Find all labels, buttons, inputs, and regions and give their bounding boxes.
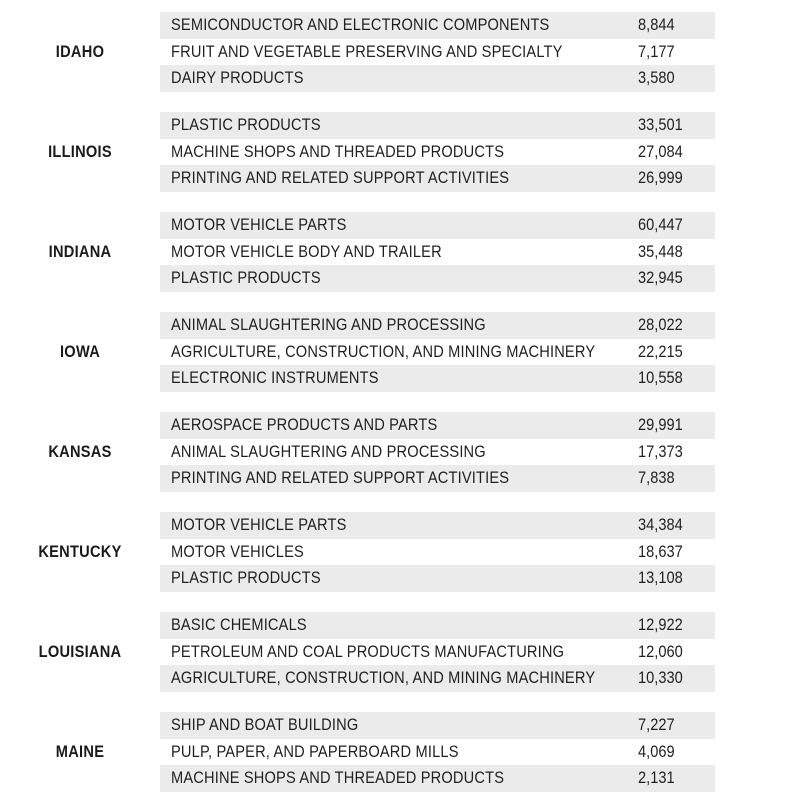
state-name: KANSAS bbox=[48, 442, 112, 461]
industry-name: FRUIT AND VEGETABLE PRESERVING AND SPECIALTY bbox=[171, 41, 563, 61]
table-row bbox=[160, 665, 715, 692]
table-row bbox=[160, 265, 715, 292]
industry-name: PETROLEUM AND COAL PRODUCTS MANUFACTURING bbox=[171, 641, 565, 661]
table-row bbox=[160, 712, 715, 739]
industry-value: 35,448 bbox=[638, 241, 683, 261]
industry-value: 7,227 bbox=[638, 715, 675, 735]
state-group-louisiana bbox=[0, 612, 800, 692]
state-name: LOUISIANA bbox=[38, 642, 122, 661]
industry-name: ANIMAL SLAUGHTERING AND PROCESSING bbox=[171, 315, 486, 335]
industry-name: MOTOR VEHICLE PARTS bbox=[171, 515, 347, 535]
industry-rows bbox=[160, 612, 715, 692]
table-row bbox=[160, 612, 715, 639]
industry-name: AGRICULTURE, CONSTRUCTION, AND MINING MACHINERY bbox=[171, 668, 596, 688]
industry-value: 7,838 bbox=[638, 468, 675, 488]
table-row bbox=[160, 139, 715, 166]
industry-name: ANIMAL SLAUGHTERING AND PROCESSING bbox=[171, 441, 486, 461]
state-name: INDIANA bbox=[48, 242, 112, 261]
table-row bbox=[160, 365, 715, 392]
industry-value: 32,945 bbox=[638, 268, 683, 288]
industry-name: MOTOR VEHICLE PARTS bbox=[171, 215, 347, 235]
industry-value: 4,069 bbox=[638, 741, 675, 761]
table-row bbox=[160, 65, 715, 92]
industry-value: 3,580 bbox=[638, 68, 675, 88]
table-row bbox=[160, 765, 715, 792]
table-row bbox=[160, 239, 715, 266]
industry-value: 8,844 bbox=[638, 15, 675, 35]
table-row bbox=[160, 539, 715, 566]
industry-rows bbox=[160, 112, 715, 192]
state-group-idaho bbox=[0, 12, 800, 92]
industry-rows bbox=[160, 412, 715, 492]
industry-rows bbox=[160, 312, 715, 392]
industry-name: PLASTIC PRODUCTS bbox=[171, 115, 321, 135]
industry-name: DAIRY PRODUCTS bbox=[171, 68, 304, 88]
table-row bbox=[160, 439, 715, 466]
state-group-maine bbox=[0, 712, 800, 792]
state-name: IDAHO bbox=[55, 42, 105, 61]
table-row bbox=[160, 739, 715, 766]
industry-value: 12,922 bbox=[638, 615, 683, 635]
industry-value: 12,060 bbox=[638, 641, 683, 661]
table-row bbox=[160, 412, 715, 439]
table-row bbox=[160, 565, 715, 592]
industry-name: MACHINE SHOPS AND THREADED PRODUCTS bbox=[171, 141, 505, 161]
state-group-kentucky bbox=[0, 512, 800, 592]
industry-name: PLASTIC PRODUCTS bbox=[171, 268, 321, 288]
industry-value: 27,084 bbox=[638, 141, 683, 161]
industry-value: 10,558 bbox=[638, 368, 683, 388]
industry-name: PRINTING AND RELATED SUPPORT ACTIVITIES bbox=[171, 168, 510, 188]
industry-name: SEMICONDUCTOR AND ELECTRONIC COMPONENTS bbox=[171, 15, 550, 35]
table-row bbox=[160, 512, 715, 539]
industry-value: 34,384 bbox=[638, 515, 683, 535]
table-row bbox=[160, 39, 715, 66]
industry-name: AEROSPACE PRODUCTS AND PARTS bbox=[171, 415, 438, 435]
industry-name: ELECTRONIC INSTRUMENTS bbox=[171, 368, 379, 388]
industry-value: 17,373 bbox=[638, 441, 683, 461]
industry-name: MACHINE SHOPS AND THREADED PRODUCTS bbox=[171, 768, 505, 788]
table-row bbox=[160, 12, 715, 39]
industry-value: 22,215 bbox=[638, 341, 683, 361]
table-row bbox=[160, 112, 715, 139]
state-group-illinois bbox=[0, 112, 800, 192]
table-row bbox=[160, 339, 715, 366]
table-row bbox=[160, 165, 715, 192]
state-name: IOWA bbox=[59, 342, 101, 361]
industry-rows bbox=[160, 712, 715, 792]
industry-rows bbox=[160, 212, 715, 292]
state-group-indiana bbox=[0, 212, 800, 292]
industry-value: 13,108 bbox=[638, 568, 683, 588]
industry-value: 2,131 bbox=[638, 768, 675, 788]
industry-value: 10,330 bbox=[638, 668, 683, 688]
state-name: MAINE bbox=[55, 742, 105, 761]
state-name: ILLINOIS bbox=[48, 142, 112, 161]
industry-value: 29,991 bbox=[638, 415, 683, 435]
industry-employment-table bbox=[0, 12, 800, 812]
industry-name: BASIC CHEMICALS bbox=[171, 615, 307, 635]
industry-value: 18,637 bbox=[638, 541, 683, 561]
industry-name: AGRICULTURE, CONSTRUCTION, AND MINING MACHINERY bbox=[171, 341, 596, 361]
state-name: KENTUCKY bbox=[38, 542, 122, 561]
industry-rows bbox=[160, 12, 715, 92]
state-group-iowa bbox=[0, 312, 800, 392]
table-row bbox=[160, 312, 715, 339]
industry-name: MOTOR VEHICLE BODY AND TRAILER bbox=[171, 241, 442, 261]
industry-name: PRINTING AND RELATED SUPPORT ACTIVITIES bbox=[171, 468, 510, 488]
industry-value: 26,999 bbox=[638, 168, 683, 188]
industry-value: 7,177 bbox=[638, 41, 675, 61]
industry-name: PULP, PAPER, AND PAPERBOARD MILLS bbox=[171, 741, 459, 761]
industry-value: 33,501 bbox=[638, 115, 683, 135]
industry-rows bbox=[160, 512, 715, 592]
state-group-kansas bbox=[0, 412, 800, 492]
table-row bbox=[160, 639, 715, 666]
industry-name: PLASTIC PRODUCTS bbox=[171, 568, 321, 588]
table-row bbox=[160, 212, 715, 239]
industry-value: 28,022 bbox=[638, 315, 683, 335]
industry-value: 60,447 bbox=[638, 215, 683, 235]
industry-name: SHIP AND BOAT BUILDING bbox=[171, 715, 359, 735]
industry-name: MOTOR VEHICLES bbox=[171, 541, 304, 561]
table-row bbox=[160, 465, 715, 492]
